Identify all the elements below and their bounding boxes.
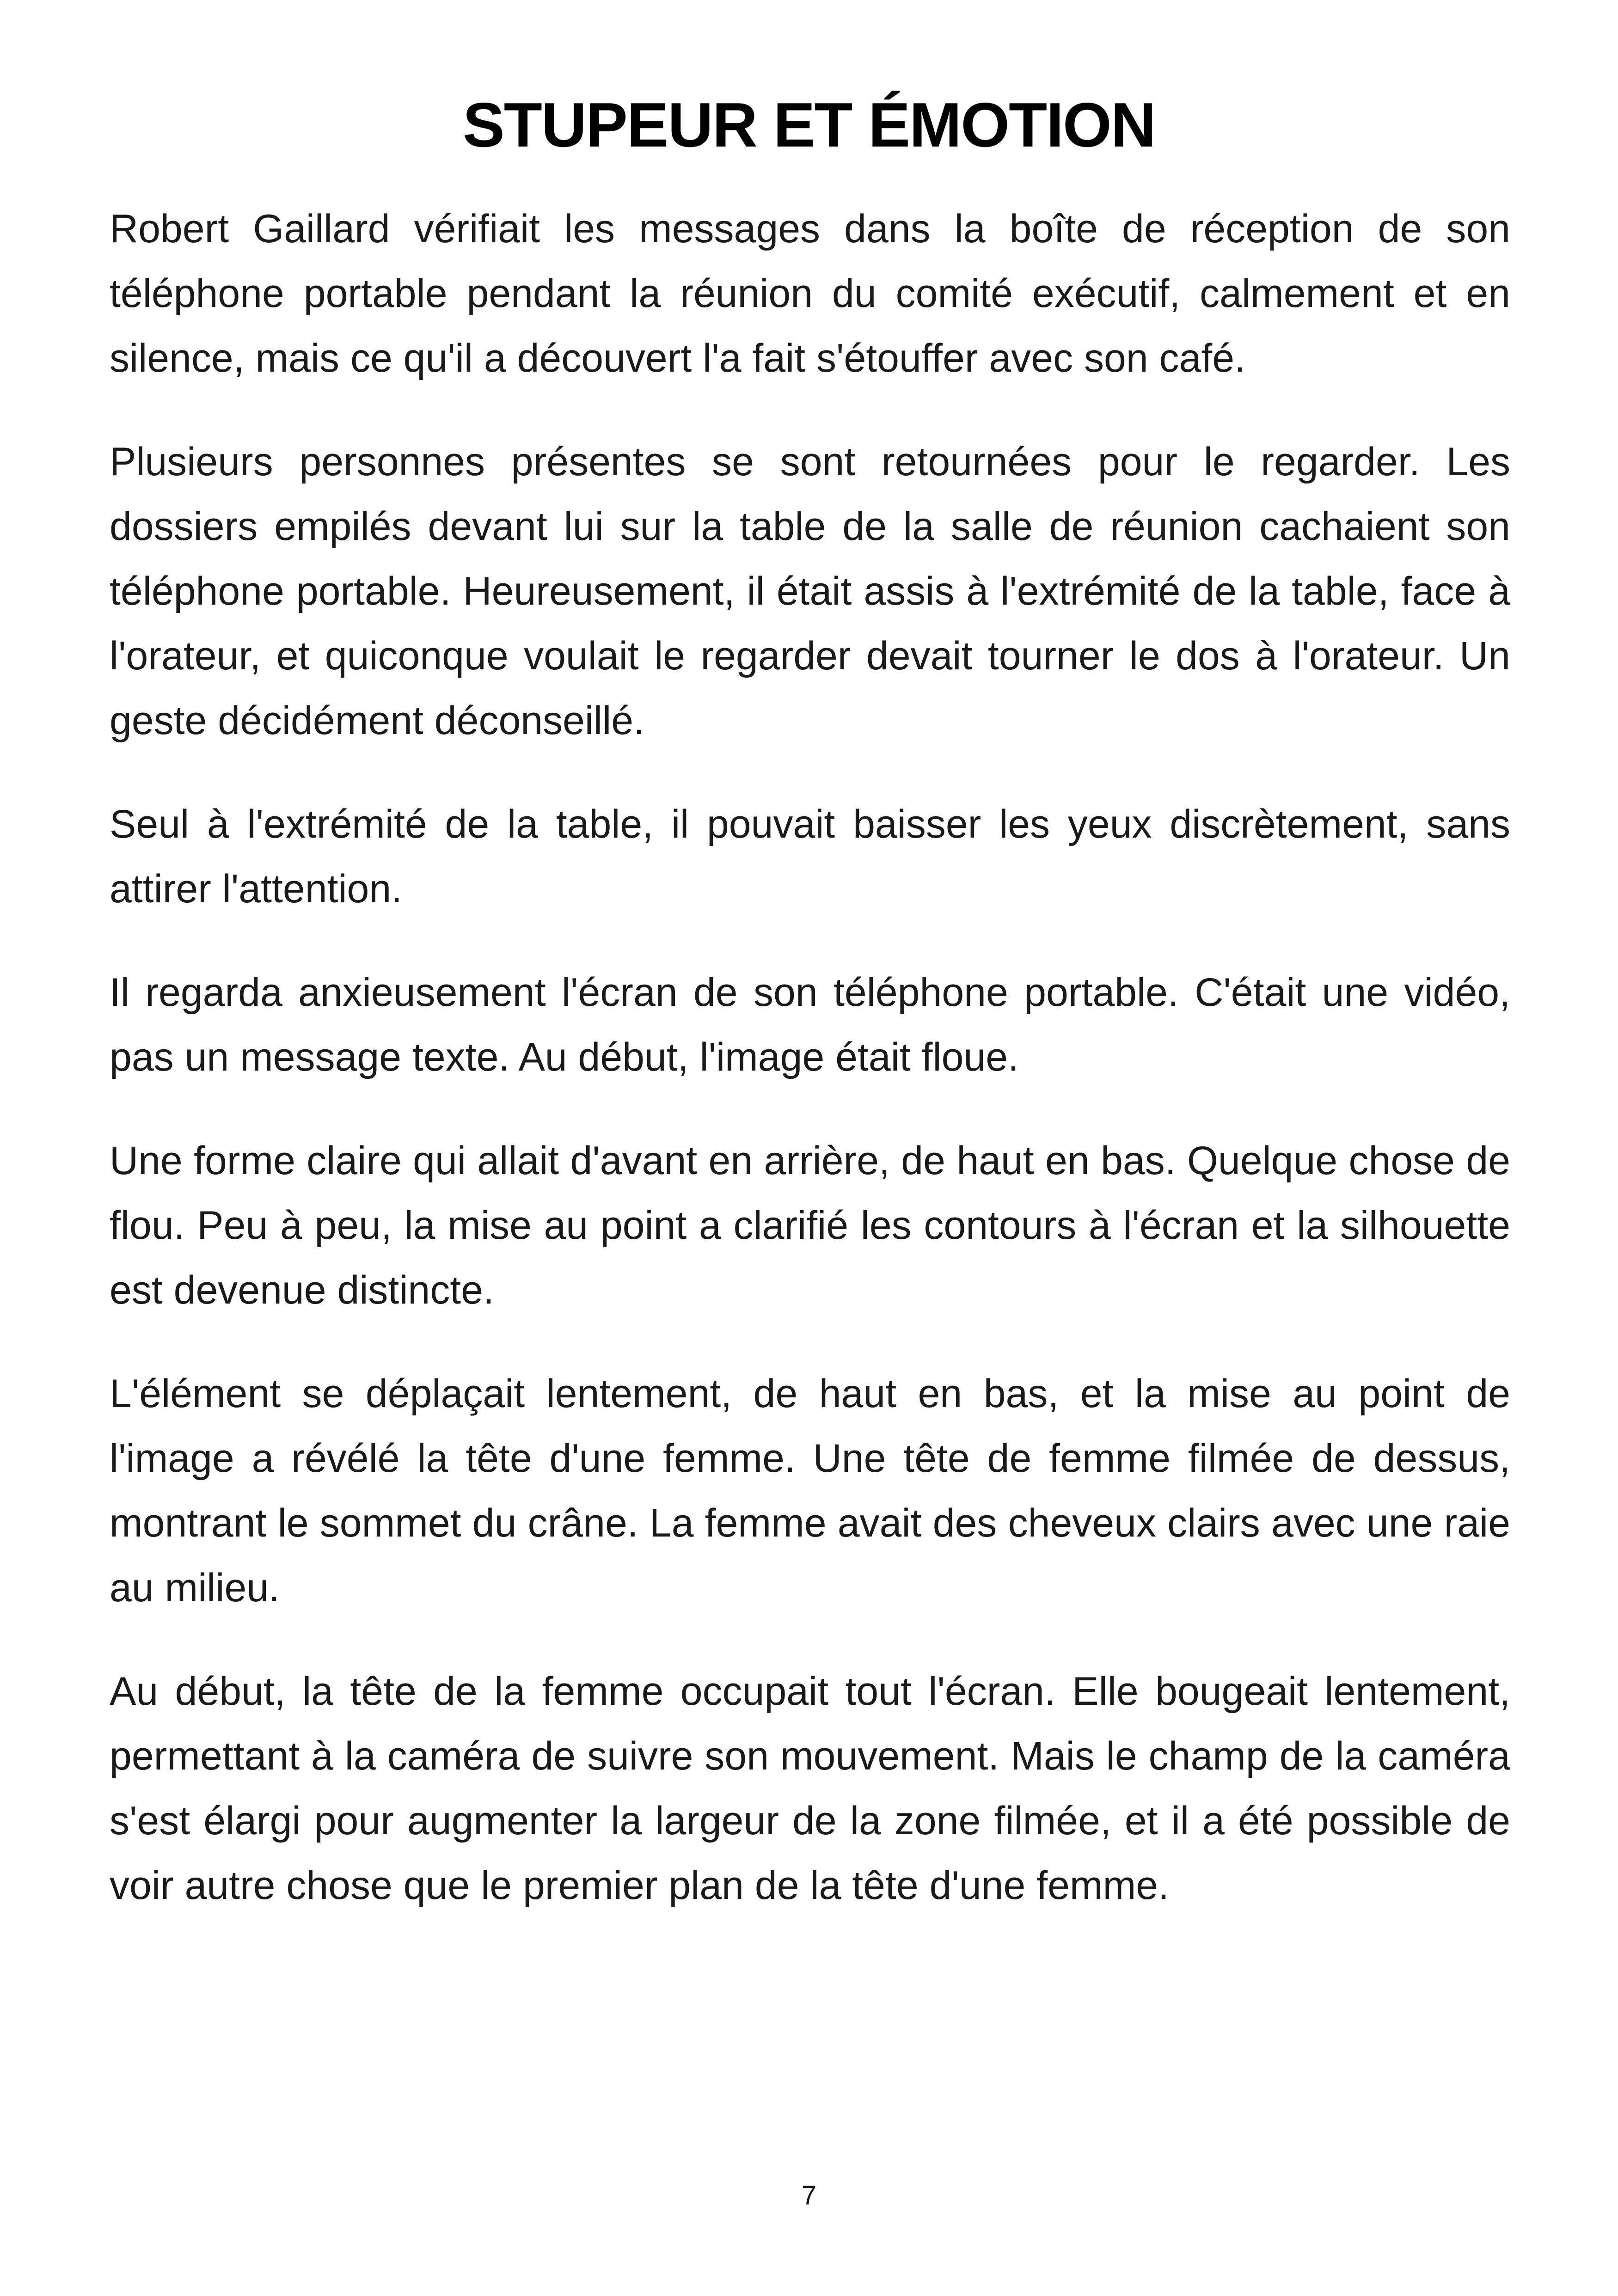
chapter-body	[110, 196, 1510, 1957]
paragraph: Plusieurs personnes présentes se sont retournées pour le regarder. Les dossiers empilés devant lui sur la table de la salle de réunion cachaient son téléphone portable. Heureusement, il était assis à l'extrémité de la table, face à l'orateur, et quiconque voulait le regarder devait tourner le dos à l'orateur. Un geste décidément déconseillé.	[110, 440, 1510, 743]
paragraph: Seul à l'extrémité de la table, il pouvait baisser les yeux discrètement, sans attirer l'attention.	[110, 802, 1510, 911]
paragraph: Il regarda anxieusement l'écran de son téléphone portable. C'était une vidéo, pas un message texte. Au début, l'image était floue.	[110, 970, 1510, 1079]
paragraph: Robert Gaillard vérifiait les messages dans la boîte de réception de son téléphone portable pendant la réunion du comité exécutif, calmement et en silence, mais ce qu'il a découvert l'a fait s'étouffer avec son café.	[110, 207, 1510, 380]
page-number: 7	[801, 2180, 817, 2210]
paragraph: L'élément se déplaçait lentement, de haut en bas, et la mise au point de l'image a révélé la tête d'une femme. Une tête de femme filmée de dessus, montrant le sommet du crâne. La femme avait des cheveux clairs avec une raie au milieu.	[110, 1371, 1510, 1610]
paragraph: Au début, la tête de la femme occupait tout l'écran. Elle bougeait lentement, permettant à la caméra de suivre son mouvement. Mais le champ de la caméra s'est élargi pour augmenter la largeur de la zone filmée, et il a été possible de voir autre chose que le premier plan de la tête d'une femme.	[110, 1669, 1510, 1908]
chapter-title: STUPEUR ET ÉMOTION	[463, 90, 1155, 160]
paragraph: Une forme claire qui allait d'avant en arrière, de haut en bas. Quelque chose de flou. Peu à peu, la mise au point a clarifié les contours à l'écran et la silhouette est devenue distincte.	[110, 1139, 1510, 1312]
